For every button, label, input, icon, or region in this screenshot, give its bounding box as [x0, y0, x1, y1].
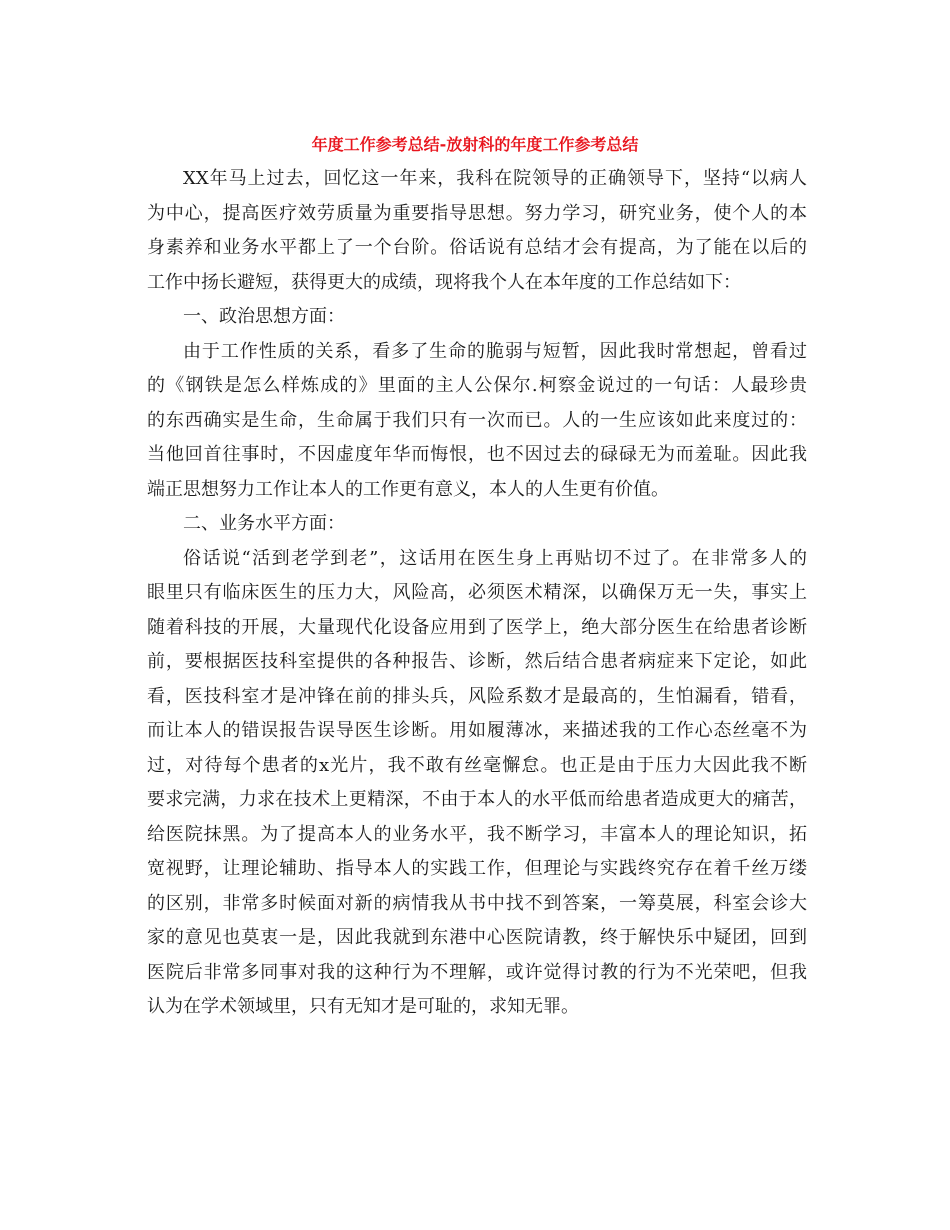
text-line: 一、政治思想方面： [183, 306, 345, 327]
text-line: 的东西确实是生命，生命属于我们只有一次而已。人的一生应该如此来度过的： [147, 409, 807, 431]
text-line: 家的意见也莫衷一是，因此我就到东港中心医院请教，终于解快乐中疑团，回到 [147, 927, 807, 948]
text-line: 二、业务水平方面： [183, 513, 345, 534]
text-line: 要求完满，力求在技术上更精深，不由于本人的水平低而给患者造成更大的痛苦， [147, 789, 807, 810]
text-line: 眼里只有临床医生的压力大，风险高，必须医术精深，以确保万无一失，事实上 [147, 582, 807, 603]
text-line: 前，要根据医技科室提供的各种报告、诊断，然后结合患者病症来下定论，如此 [147, 651, 807, 672]
text-line: 医院后非常多同事对我的这种行为不理解，或许觉得讨教的行为不光荣吧，但我 [147, 961, 807, 983]
text-line: XX年马上过去，回忆这一年来，我科在院领导的正确领导下，坚持“以病人 [183, 168, 807, 189]
text-line: 工作中扬长避短，获得更大的成绩，现将我个人在本年度的工作总结如下： [147, 271, 741, 293]
text-line: 的《钢铁是怎么样炼成的》里面的主人公保尔.柯察金说过的一句话：人最珍贵 [147, 375, 807, 396]
text-line: 过，对待每个患者的x光片，我不敢有丝毫懈怠。也正是由于压力大因此我不断 [147, 754, 807, 776]
document-title: 年度工作参考总结-放射科的年度工作参考总结 [311, 135, 639, 154]
text-line: 而让本人的错误报告误导医生诊断。用如履薄冰，来描述我的工作心态丝毫不为 [147, 720, 807, 741]
text-line: 由于工作性质的关系，看多了生命的脆弱与短暂，因此我时常想起，曾看过 [183, 340, 807, 362]
text-line: 端正思想努力工作让本人的工作更有意义，本人的人生更有价值。 [147, 478, 669, 500]
text-line: 随着科技的开展，大量现代化设备应用到了医学上，绝大部分医生在给患者诊断 [147, 616, 807, 638]
text-line: 俗话说“活到老学到老”，这话用在医生身上再贴切不过了。在非常多人的 [183, 547, 807, 569]
text-line: 看，医技科室才是冲锋在前的排头兵，风险系数才是最高的，生怕漏看，错看， [147, 685, 807, 707]
text-line: 认为在学术领域里，只有无知才是可耻的，求知无罪。 [147, 996, 579, 1017]
text-line: 身素养和业务水平都上了一个台阶。俗话说有总结才会有提高，为了能在以后的 [147, 237, 807, 258]
document-body [147, 162, 807, 1025]
text-line: 为中心，提高医疗效劳质量为重要指导思想。努力学习，研究业务，使个人的本 [147, 202, 807, 224]
text-line: 宽视野，让理论辅助、指导本人的实践工作，但理论与实践终究存在着千丝万缕 [147, 858, 807, 879]
text-line: 当他回首往事时，不因虚度年华而悔恨，也不因过去的碌碌无为而羞耻。因此我 [147, 444, 807, 465]
text-line: 给医院抹黑。为了提高本人的业务水平，我不断学习，丰富本人的理论知识，拓 [147, 823, 807, 845]
text-line: 的区别，非常多时候面对新的病情我从书中找不到答案，一筹莫展，科室会诊大 [147, 892, 807, 914]
